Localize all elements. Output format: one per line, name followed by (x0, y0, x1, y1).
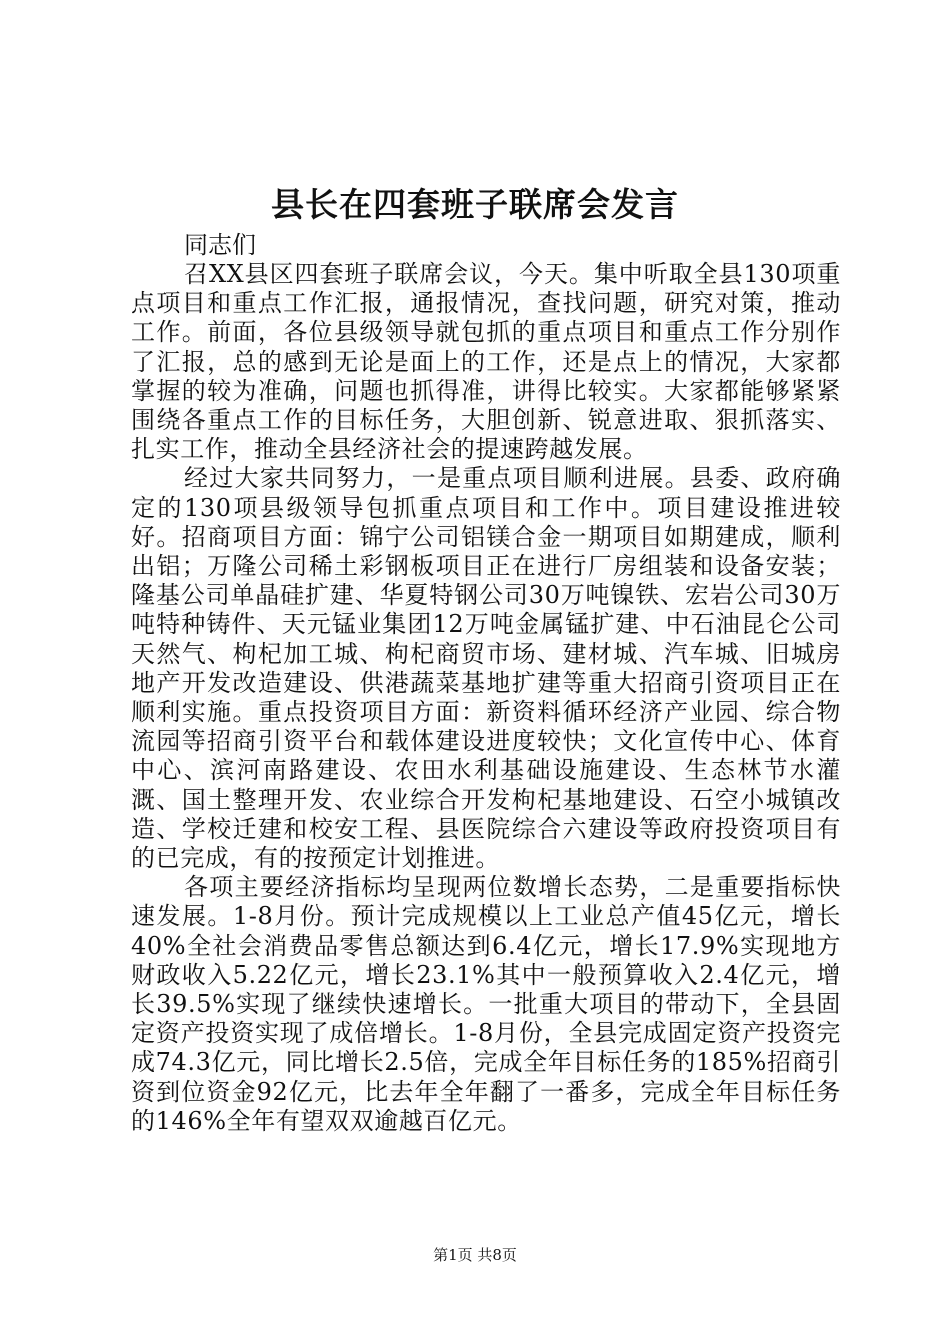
document-body (131, 230, 841, 1136)
page-number-footer: 第1页 共8页 (433, 1246, 517, 1264)
paragraph-3: 各项主要经济指标均呈现两位数增长态势，二是重要指标快速发展。1-8月份。预计完成规模以上工业总产值45亿元，增长40%全社会消费品零售总额达到6.4亿元，增长17.9%实现地方财政收入5.22亿元，增长23.1%其中一般预算收入2.4亿元，增长39.5%实现了继续快速增长。一批重大项目的带动下，全县固定资产投资实现了成倍增长。1-8月份，全县完成固定资产投资完成74.3亿元，同比增长2.5倍，完成全年目标任务的185%招商引资到位资金92亿元，比去年全年翻了一番多，完成全年目标任务的146%全年有望双双逾越百亿元。 (131, 873, 841, 1135)
salutation: 同志们 (184, 231, 256, 259)
paragraph-1: 召XX县区四套班子联席会议，今天。集中听取全县130项重点项目和重点工作汇报，通报情况，查找问题，研究对策，推动工作。前面，各位县级领导就包抓的重点项目和重点工作分别作了汇报，总的感到无论是面上的工作，还是点上的情况，大家都掌握的较为准确，问题也抓得准，讲得比较实。大家都能够紧紧围绕各重点工作的目标任务，大胆创新、锐意进取、狠抓落实、扎实工作，推动全县经济社会的提速跨越发展。 (131, 260, 841, 464)
paragraph-2: 经过大家共同努力，一是重点项目顺利进展。县委、政府确定的130项县级领导包抓重点项目和工作中。项目建设推进较好。招商项目方面：锦宁公司铝镁合金一期项目如期建成，顺利出铝；万隆公司稀土彩钢板项目正在进行厂房组装和设备安装；隆基公司单晶硅扩建、华夏特钢公司30万吨镍铁、宏岩公司30万吨特种铸件、天元锰业集团12万吨金属锰扩建、中石油昆仑公司天然气、枸杞加工城、枸杞商贸市场、建材城、汽车城、旧城房地产开发改造建设、供港蔬菜基地扩建等重大招商引资项目正在顺利实施。重点投资项目方面：新资料循环经济产业园、综合物流园等招商引资平台和载体建设进度较快；文化宣传中心、体育中心、滨河南路建设、农田水利基础设施建设、生态林节水灌溉、国土整理开发、农业综合开发枸杞基地建设、石空小城镇改造、学校迁建和校安工程、县医院综合六建设等政府投资项目有的已完成，有的按预定计划推进。 (131, 464, 841, 873)
document-title: 县长在四套班子联席会发言 (271, 185, 679, 224)
